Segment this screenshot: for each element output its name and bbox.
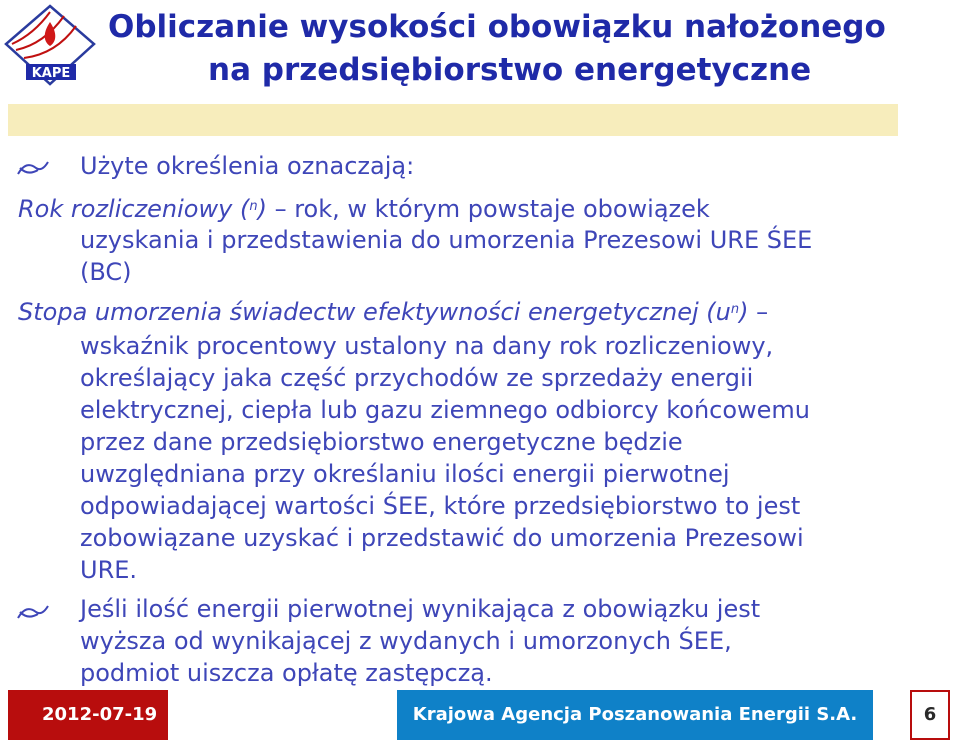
title-line-2: na przedsiębiorstwo energetyczne (208, 52, 812, 88)
def2-line: przez dane przedsiębiorstwo energetyczne będzie (80, 428, 683, 456)
def2-dash: – (748, 298, 769, 326)
def1-term: Rok rozliczeniowy ( (18, 195, 250, 223)
note-line: Jeśli ilość energii pierwotnej wynikająca z obowiązku jest (80, 595, 761, 623)
bullet-icon (16, 600, 50, 624)
def2-line: zobowiązane uzyskać i przedstawić do umorzenia Prezesowi (80, 524, 804, 552)
def1-line-2: uzyskania i przedstawienia do umorzenia Prezesowi URE ŚEE (80, 226, 813, 254)
page-number: 6 (910, 690, 950, 740)
title-band (8, 104, 898, 136)
def2-line: wskaźnik procentowy ustalony na dany rok rozliczeniowy, (80, 332, 774, 360)
def2-line: określający jaka część przychodów ze sprzedaży energii (80, 364, 754, 392)
logo-text: KAPE (31, 66, 71, 81)
def1-line-3: (BC) (80, 258, 132, 286)
def2-line: uwzględniana przy określaniu ilości energii pierwotnej (80, 460, 730, 488)
kape-logo (4, 4, 96, 88)
title-line-1: Obliczanie wysokości obowiązku nałożonego (108, 9, 886, 45)
def1-term-end: ) (257, 195, 267, 223)
slide-title (108, 6, 958, 92)
def2-line: URE. (80, 556, 138, 584)
def2-term-end: ) (739, 298, 749, 326)
footer-date: 2012-07-19 (8, 690, 168, 740)
intro-text: Użyte określenia oznaczają: (80, 152, 415, 180)
footer-organization: Krajowa Agencja Poszanowania Energii S.A. (397, 690, 873, 740)
definition-1 (18, 193, 710, 225)
def1-text: – rok, w którym powstaje obowiązek (266, 195, 710, 223)
note-line: podmiot uiszcza opłatę zastępczą. (80, 659, 493, 687)
def2-line: elektrycznej, ciepła lub gazu ziemnego odbiorcy końcowemu (80, 396, 811, 424)
def2-line: odpowiadającej wartości ŚEE, które przedsiębiorstwo to jest (80, 492, 801, 520)
definition-2 (18, 296, 768, 328)
note-line: wyższa od wynikającej z wydanych i umorzonych ŚEE, (80, 627, 732, 655)
bullet-icon (16, 156, 50, 180)
def2-superscript: n (730, 302, 740, 317)
def1-superscript: n (249, 199, 258, 214)
def2-term: Stopa umorzenia świadectw efektywności energetycznej (u (18, 298, 731, 326)
